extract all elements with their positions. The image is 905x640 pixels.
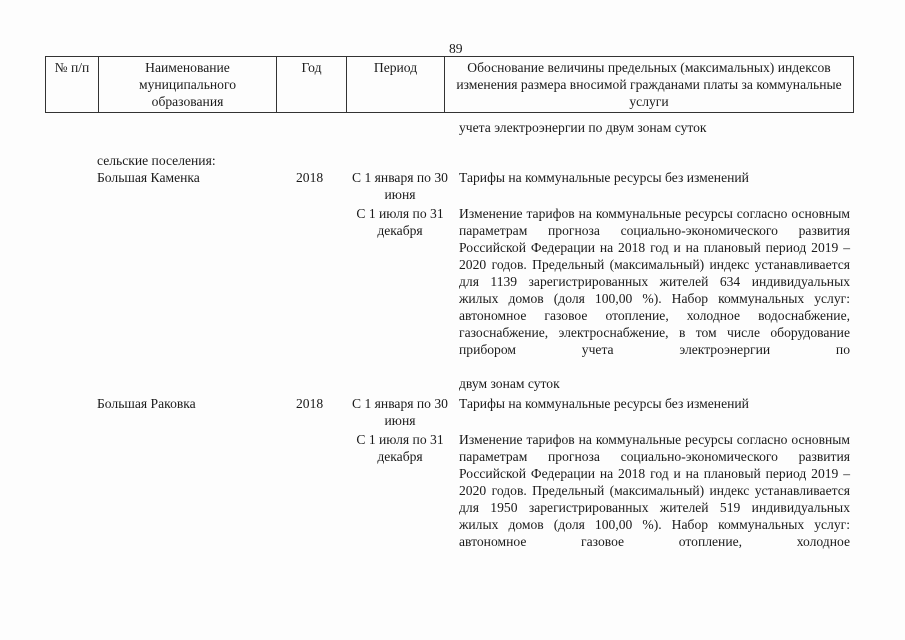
header-period: Период	[347, 57, 445, 113]
section-label: сельские поселения:	[97, 153, 216, 168]
header-year: Год	[277, 57, 347, 113]
header-num: № п/п	[46, 57, 99, 113]
entry-year: 2018	[296, 396, 324, 411]
entry-justification-first: Тарифы на коммунальные ресурсы без изменений	[459, 396, 749, 411]
entry-period-second: С 1 июля по 31 декабря	[356, 206, 444, 238]
table-header	[45, 56, 854, 113]
entry-period-second: С 1 июля по 31 декабря	[356, 432, 444, 464]
entry-year: 2018	[296, 170, 324, 185]
entry-name: Большая Каменка	[97, 170, 200, 185]
entry-period-first: С 1 января по 30 июня	[352, 396, 448, 428]
entry-name: Большая Раковка	[97, 396, 196, 411]
entry-justification-second-end: двум зонам суток	[459, 376, 560, 391]
header-name: Наименование муниципального образования	[99, 57, 277, 113]
entry-justification-second: Изменение тарифов на коммунальные ресурсы согласно основным параметрам прогноза социально-экономического развития Российской Федерации на 2018 год и на плановый период 2019 – 2020 годов. Предельный (максимальный) индекс устанавливается для 1950 зарегистрированных жителей 519 индивидуальных жилых домов (доля 100,00 %). Набор коммунальных услуг: автономное газовое отопление, холодное	[459, 432, 850, 549]
continuation-text: учета электроэнергии по двум зонам суток	[459, 120, 707, 135]
entry-justification-first: Тарифы на коммунальные ресурсы без изменений	[459, 170, 749, 185]
entry-period-first: С 1 января по 30 июня	[352, 170, 448, 202]
entry-justification-second: Изменение тарифов на коммунальные ресурсы согласно основным параметрам прогноза социально-экономического развития Российской Федерации на 2018 год и на плановый период 2019 – 2020 годов. Предельный (максимальный) индекс устанавливается для 1139 зарегистрированных жителей 634 индивидуальных жилых домов (доля 100,00 %). Набор коммунальных услуг: автономное газовое отопление, холодное водоснабжение, газоснабжение, электроснабжение, в том числе оборудование прибором учета электроэнергии по	[459, 206, 850, 357]
header-justification: Обоснование величины предельных (максимальных) индексов изменения размера вносимой гражданами платы за коммунальные услуги	[445, 57, 854, 113]
page-number: 89	[449, 41, 463, 56]
